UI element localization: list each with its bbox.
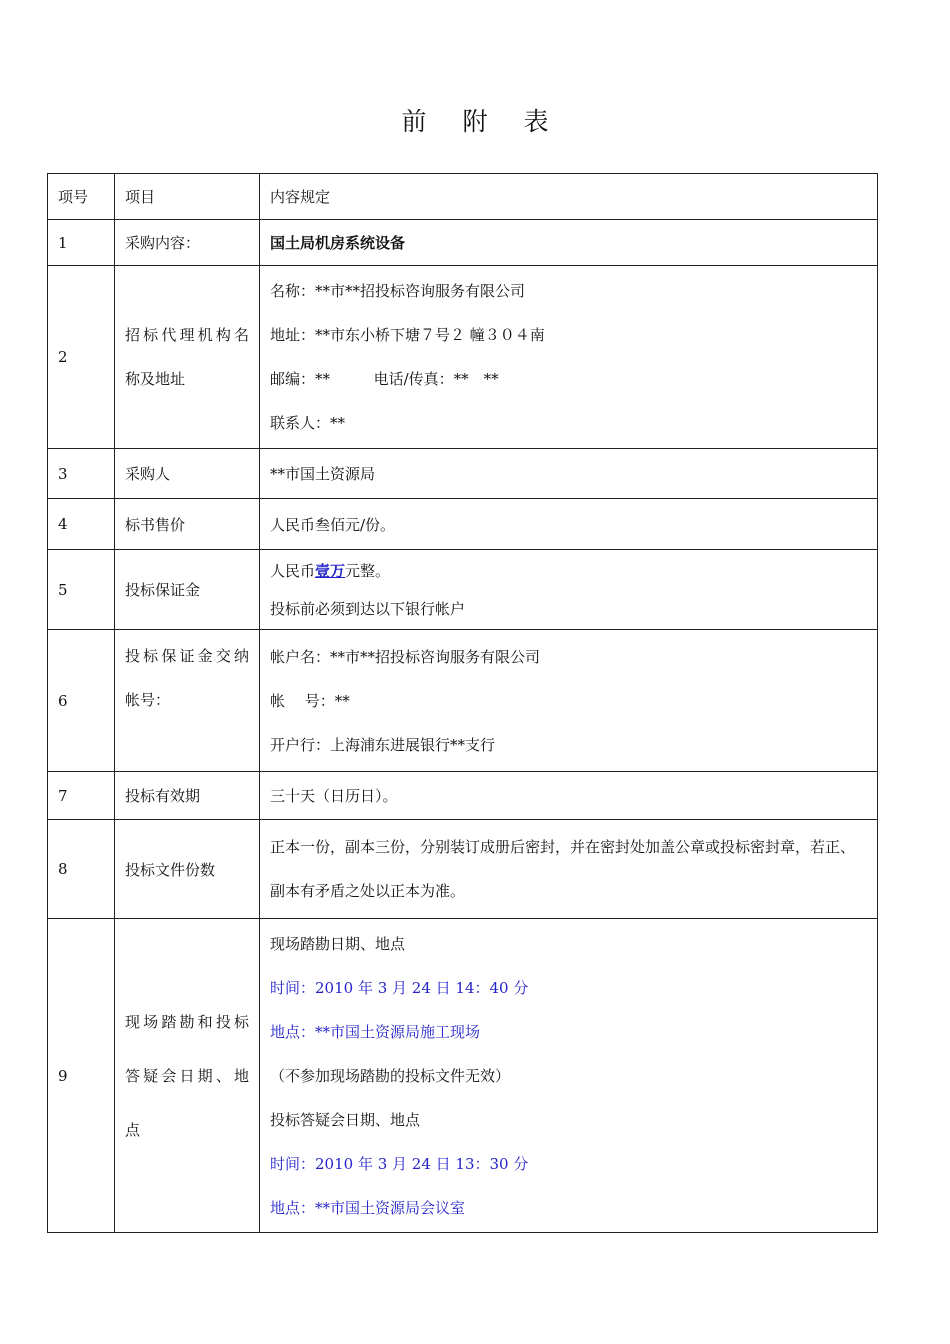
row-no: 1 bbox=[48, 220, 115, 266]
deposit-amount-value: 壹万 bbox=[315, 561, 346, 580]
row-content: 国土局机房系统设备 bbox=[260, 220, 878, 266]
row-content bbox=[260, 820, 878, 919]
row-item-line: 招标代理机构名 bbox=[125, 326, 249, 344]
row-content bbox=[260, 919, 878, 1233]
account-number: 帐 号：** bbox=[270, 691, 350, 710]
table-row bbox=[48, 266, 878, 449]
copies-content: 正本一份，副本三份，分别装订成册后密封，并在密封处加盖公章或投标密封章，若正、副本有矛盾之处以正本为准。 bbox=[270, 838, 856, 900]
row-item-line: 点 bbox=[125, 1120, 141, 1139]
row-no: 6 bbox=[48, 630, 115, 772]
row-item bbox=[115, 266, 260, 449]
page-title: 前 附 表 bbox=[401, 107, 563, 136]
row-item: 标书售价 bbox=[115, 499, 260, 550]
table-row bbox=[48, 919, 878, 1233]
survey-heading: 现场踏勘日期、地点 bbox=[270, 934, 406, 953]
row-item: 投标文件份数 bbox=[115, 820, 260, 919]
survey-place: 地点：**市国土资源局施工现场 bbox=[270, 1022, 481, 1041]
agency-contact: 联系人：** bbox=[270, 414, 346, 432]
row-content: **市国土资源局 bbox=[260, 449, 878, 499]
header-no: 项号 bbox=[48, 174, 115, 220]
deposit-amount bbox=[270, 552, 867, 590]
survey-note: （不参加现场踏勘的投标文件无效） bbox=[270, 1066, 511, 1085]
row-item bbox=[115, 630, 260, 772]
row-item-line: 投标保证金交纳 bbox=[125, 647, 249, 665]
agency-address: 地址：**市东小桥下塘７号２ 幢３０４南 bbox=[270, 326, 545, 344]
row-content bbox=[260, 630, 878, 772]
row-no: 5 bbox=[48, 550, 115, 630]
account-name: 帐户名：**市**招投标咨询服务有限公司 bbox=[270, 647, 541, 666]
table-row bbox=[48, 220, 878, 266]
row-item-line: 现场踏勘和投标 bbox=[125, 1012, 249, 1031]
row-no: 9 bbox=[48, 919, 115, 1233]
row-content: 人民币叁佰元/份。 bbox=[260, 499, 878, 550]
table-header-row bbox=[48, 174, 878, 220]
row-item: 采购人 bbox=[115, 449, 260, 499]
row-item: 投标保证金 bbox=[115, 550, 260, 630]
table-row bbox=[48, 449, 878, 499]
qa-place: 地点：**市国土资源局会议室 bbox=[270, 1198, 466, 1217]
row-item-line: 答疑会日期、地 bbox=[125, 1066, 249, 1085]
table-row bbox=[48, 772, 878, 820]
deposit-suffix: 元整。 bbox=[345, 561, 391, 580]
agency-postcode: 邮编：** bbox=[270, 370, 331, 388]
deposit-prefix: 人民币 bbox=[270, 561, 316, 580]
table-row bbox=[48, 630, 878, 772]
row-no: 7 bbox=[48, 772, 115, 820]
row-no: 2 bbox=[48, 266, 115, 449]
row-item bbox=[115, 919, 260, 1233]
row-item-line: 称及地址 bbox=[125, 370, 186, 388]
agency-phone: 电话/传真：** ** bbox=[373, 370, 499, 388]
table-row bbox=[48, 550, 878, 630]
row-content bbox=[260, 266, 878, 449]
row-item: 采购内容： bbox=[115, 220, 260, 266]
header-content: 内容规定 bbox=[260, 174, 878, 220]
table-row bbox=[48, 499, 878, 550]
attachment-table bbox=[47, 173, 878, 1233]
row-content: 三十天（日历日）。 bbox=[260, 772, 878, 820]
header-item: 项目 bbox=[115, 174, 260, 220]
deposit-note: 投标前必须到达以下银行帐户 bbox=[270, 599, 466, 618]
survey-time: 时间：2010 年 3 月 24 日 14：40 分 bbox=[270, 978, 529, 997]
row-no: 4 bbox=[48, 499, 115, 550]
row-no: 8 bbox=[48, 820, 115, 919]
row-item: 投标有效期 bbox=[115, 772, 260, 820]
row-no: 3 bbox=[48, 449, 115, 499]
row-content bbox=[260, 550, 878, 630]
row-item-line: 帐号： bbox=[125, 691, 171, 709]
table-row bbox=[48, 820, 878, 919]
qa-time: 时间：2010 年 3 月 24 日 13：30 分 bbox=[270, 1154, 529, 1173]
agency-postcode-phone bbox=[270, 357, 867, 401]
account-bank: 开户行：上海浦东进展银行**支行 bbox=[270, 735, 496, 754]
agency-name: 名称：**市**招投标咨询服务有限公司 bbox=[270, 282, 526, 300]
qa-heading: 投标答疑会日期、地点 bbox=[270, 1110, 421, 1129]
